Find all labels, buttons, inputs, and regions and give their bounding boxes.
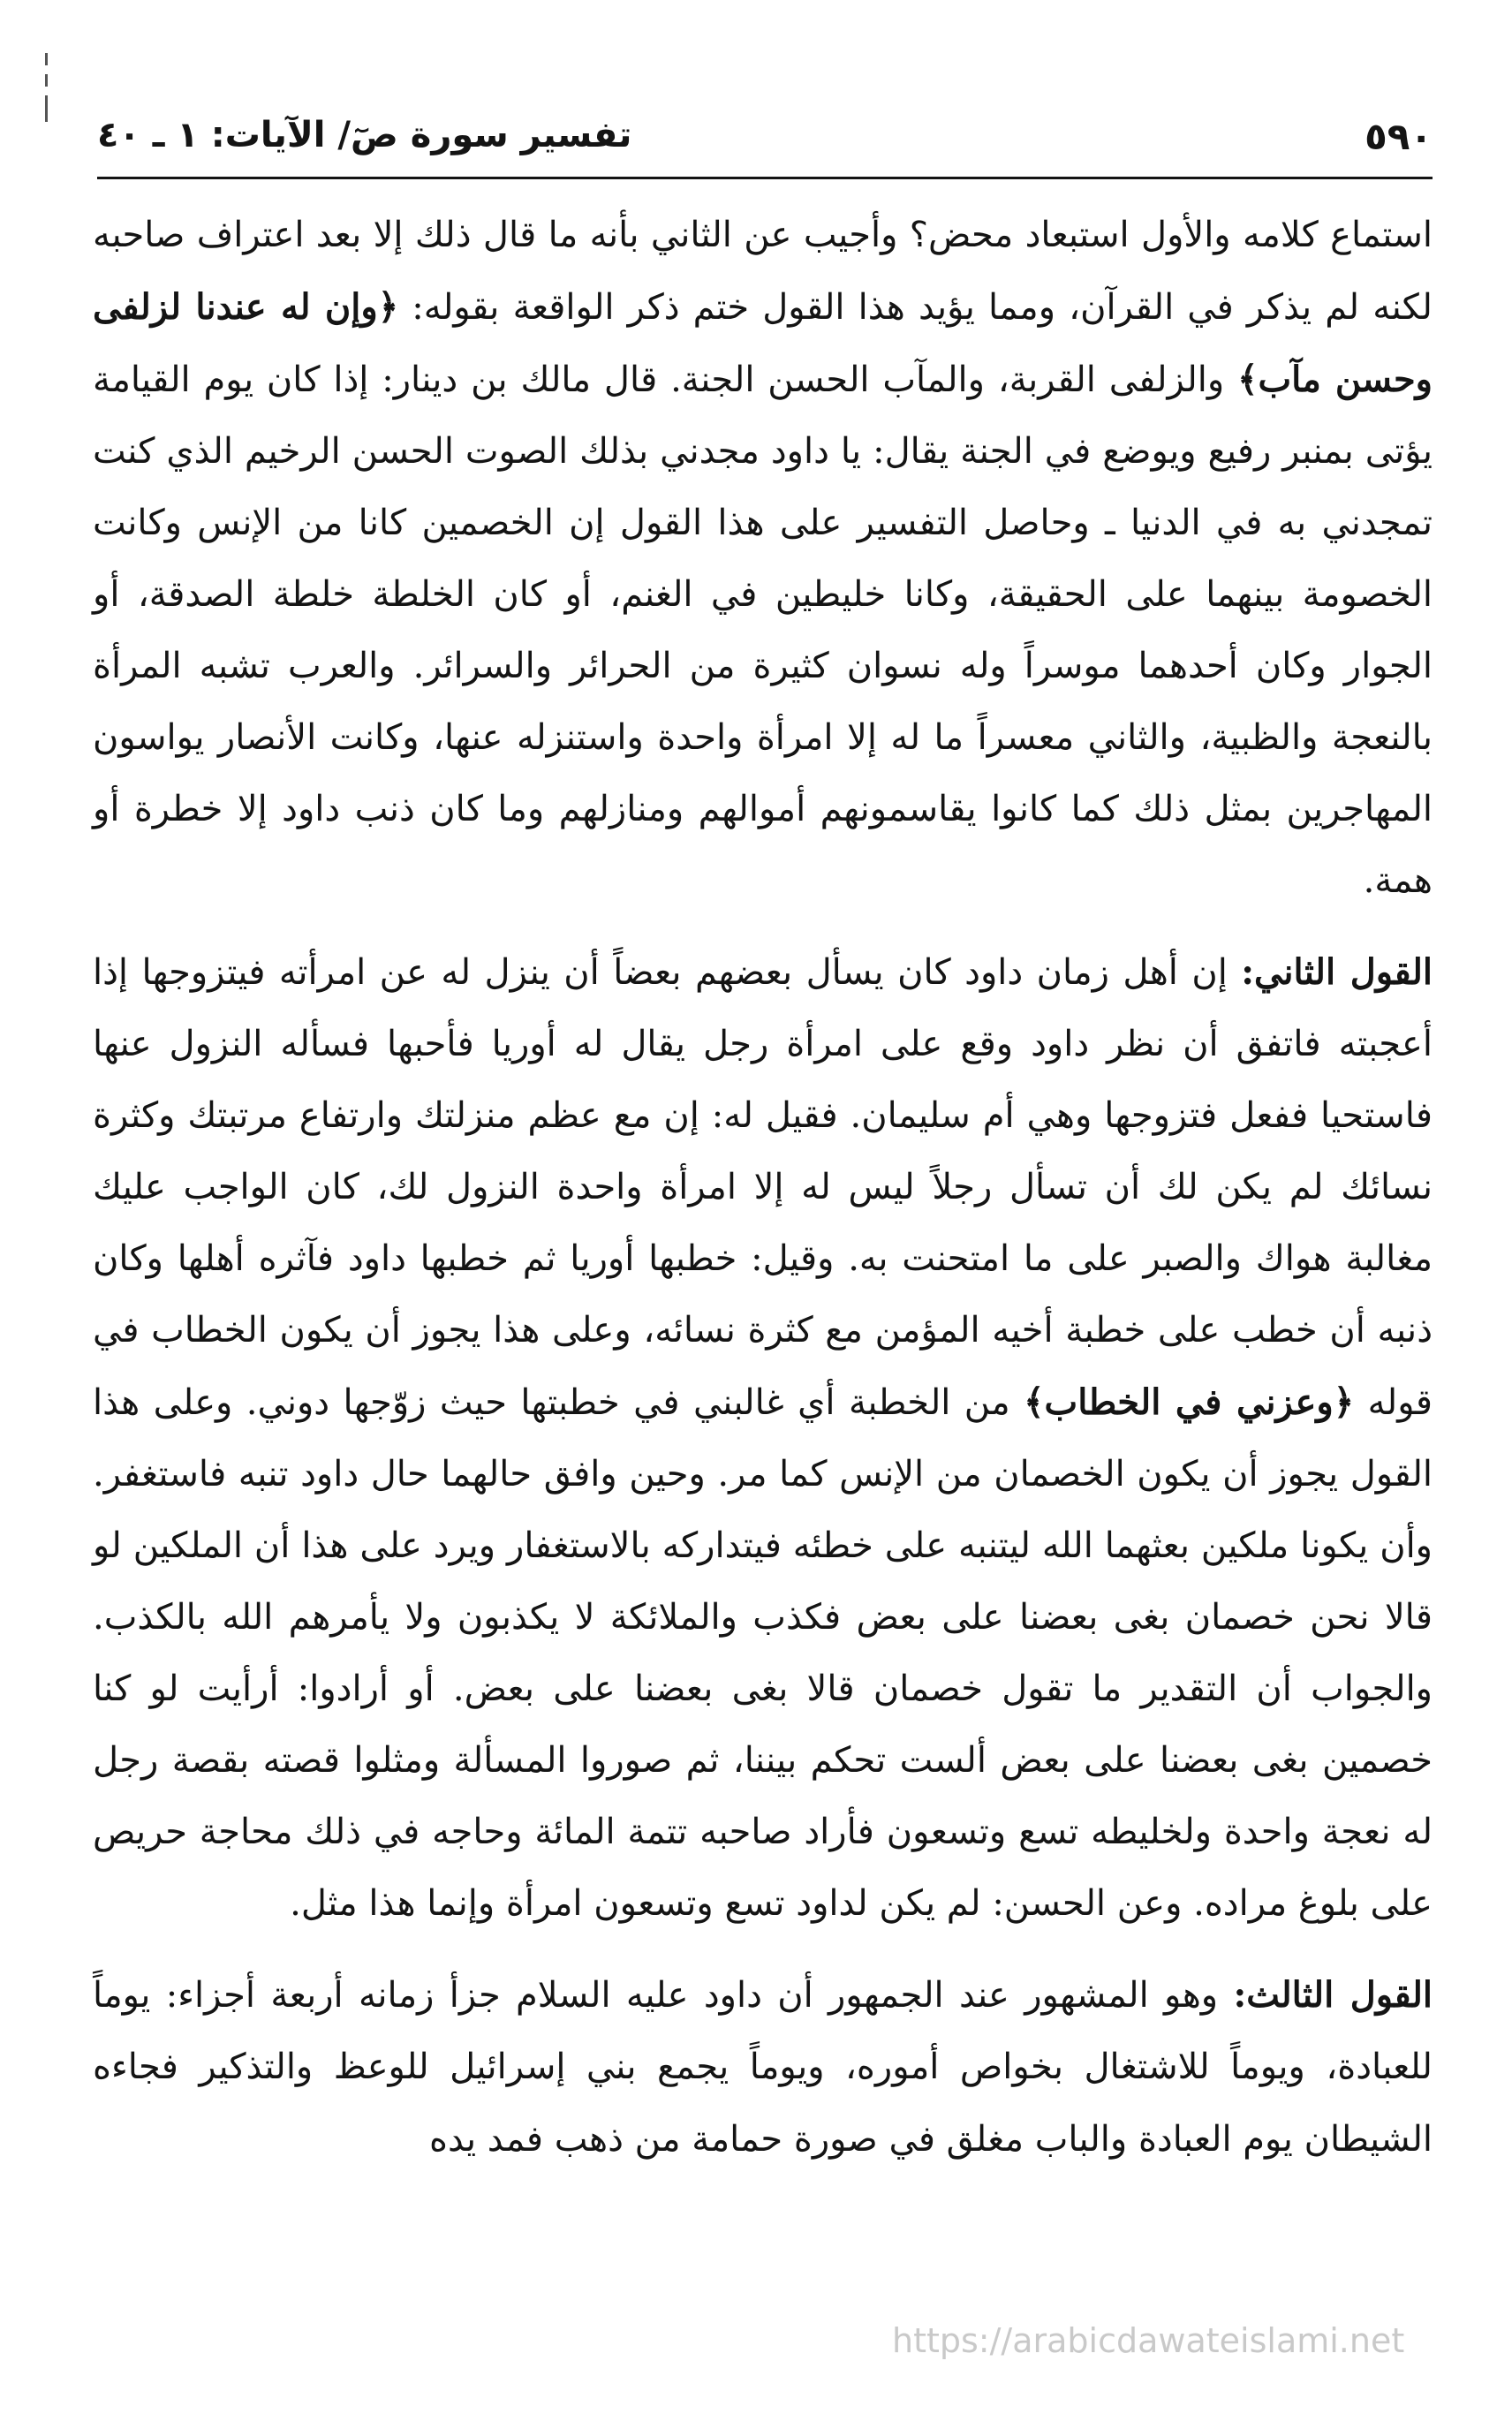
paragraph-1 (93, 199, 1433, 917)
quran-verse: ﴿وعزني في الخطاب﴾ (1024, 1381, 1355, 1423)
paragraph-3 (93, 1959, 1433, 2176)
paragraph-text: من الخطبة أي غالبني في خطبتها حيث زوّجها دوني. وعلى هذا القول يجوز أن يكون الخصمان من الإنس كما مر. وحين وافق حالهما حال داود تنبه فاستغفر. وأن يكونا ملكين بعثهما الله ليتنبه على خطئه فيتداركه بالاستغفار ويرد على هذا أن الملكين لو قالا نحن خصمان بغى بعضنا على بعض فكذب والملائكة لا يكذبون ولا يأمرهم الله بالكذب. والجواب أن التقدير ما تقول خصمان قالا بغى بعضنا على بعض. أو أرادوا: أرأيت لو كنا خصمين بغى بعضنا على بعض ألست تحكم بيننا، ثم صوروا المسألة ومثلوا قصته بقصة رجل له نعجة واحدة ولخليطه تسع وتسعون فأراد صاحبه تتمة المائة وحاجه في ذلك محاجة حريص على بلوغ مراده. وعن الحسن: لم يكن لداود تسع وتسعون امرأة وإنما هذا مثل. (93, 1382, 1433, 1924)
quran-verse: ﴿وإن له عندنا لزلفى وحسن مآب﴾ (93, 286, 1433, 400)
page-body (93, 199, 1433, 2176)
margin-marks (42, 53, 48, 132)
page-header (97, 115, 1433, 168)
margin-tick (45, 53, 48, 65)
paragraph-text: وهو المشهور عند الجمهور أن داود عليه السلام جزأ زمانه أربعة أجزاء: يوماً للعبادة، ويوماً للاشتغال بخواص أموره، ويوماً يجمع بني إسرائيل للوعظ والتذكير فجاءه الشيطان يوم العبادة والباب مغلق في صورة حمامة من ذهب فمد يده (93, 1975, 1433, 2160)
margin-tick (45, 74, 48, 87)
paragraph-lead: القول الثالث: (1233, 1974, 1433, 2016)
header-divider (97, 177, 1433, 179)
paragraph-2 (93, 936, 1433, 1940)
page-number: ٥٩٠ (1365, 115, 1433, 158)
paragraph-lead: القول الثاني: (1241, 951, 1433, 993)
paragraph-text: استماع كلامه والأول استبعاد محض؟ وأجيب عن الثاني بأنه ما قال ذلك إلا بعد اعتراف صاحبه لكنه لم يذكر في القرآن، ومما يؤيد هذا القول ختم ذكر الواقعة بقوله: (93, 215, 1433, 328)
paragraph-text: إن أهل زمان داود كان يسأل بعضهم بعضاً أن ينزل له عن امرأته فيتزوجها إذا أعجبته فاتفق أن نظر داود وقع على امرأة رجل يقال له أوريا فأحبها فسأله النزول عنها فاستحيا ففعل فتزوجها وهي أم سليمان. فقيل له: إن مع عظم منزلتك وارتفاع مرتبتك وكثرة نسائك لم يكن لك أن تسأل رجلاً ليس له إلا امرأة واحدة النزول لك، كان الواجب عليك مغالبة هواك والصبر على ما امتحنت به. وقيل: خطبها أوريا ثم خطبها داود فآثره أهلها وكان ذنبه أن خطب على خطبة أخيه المؤمن مع كثرة نسائه، وعلى هذا يجوز أن يكون الخطاب في قوله (93, 952, 1433, 1423)
margin-tick (45, 95, 48, 122)
running-title: تفسير سورة صٓ/ الآيات: ١ ـ ٤٠ (97, 115, 632, 155)
watermark-url: https://arabicdawateislami.net (892, 2321, 1405, 2360)
paragraph-text: والزلفى القربة، والمآب الحسن الجنة. قال مالك بن دينار: إذا كان يوم القيامة يؤتى بمنبر رفيع ويوضع في الجنة يقال: يا داود مجدني بذلك الصوت الحسن الرخيم الذي كنت تمجدني به في الدنيا ـ وحاصل التفسير على هذا القول إن الخصمين كانا من الإنس وكانت الخصومة بينهما على الحقيقة، وكانا خليطين في الغنم، أو كان الخلطة خلطة الصدقة، أو الجوار وكان أحدهما موسراً وله نسوان كثيرة من الحرائر والسرائر. والعرب تشبه المرأة بالنعجة والظبية، والثاني معسراً ما له إلا امرأة واحدة واستنزله عنها، وكانت الأنصار يواسون المهاجرين بمثل ذلك كما كانوا يقاسمونهم أموالهم ومنازلهم وما كان ذنب داود إلا خطرة أو همة. (93, 359, 1433, 901)
